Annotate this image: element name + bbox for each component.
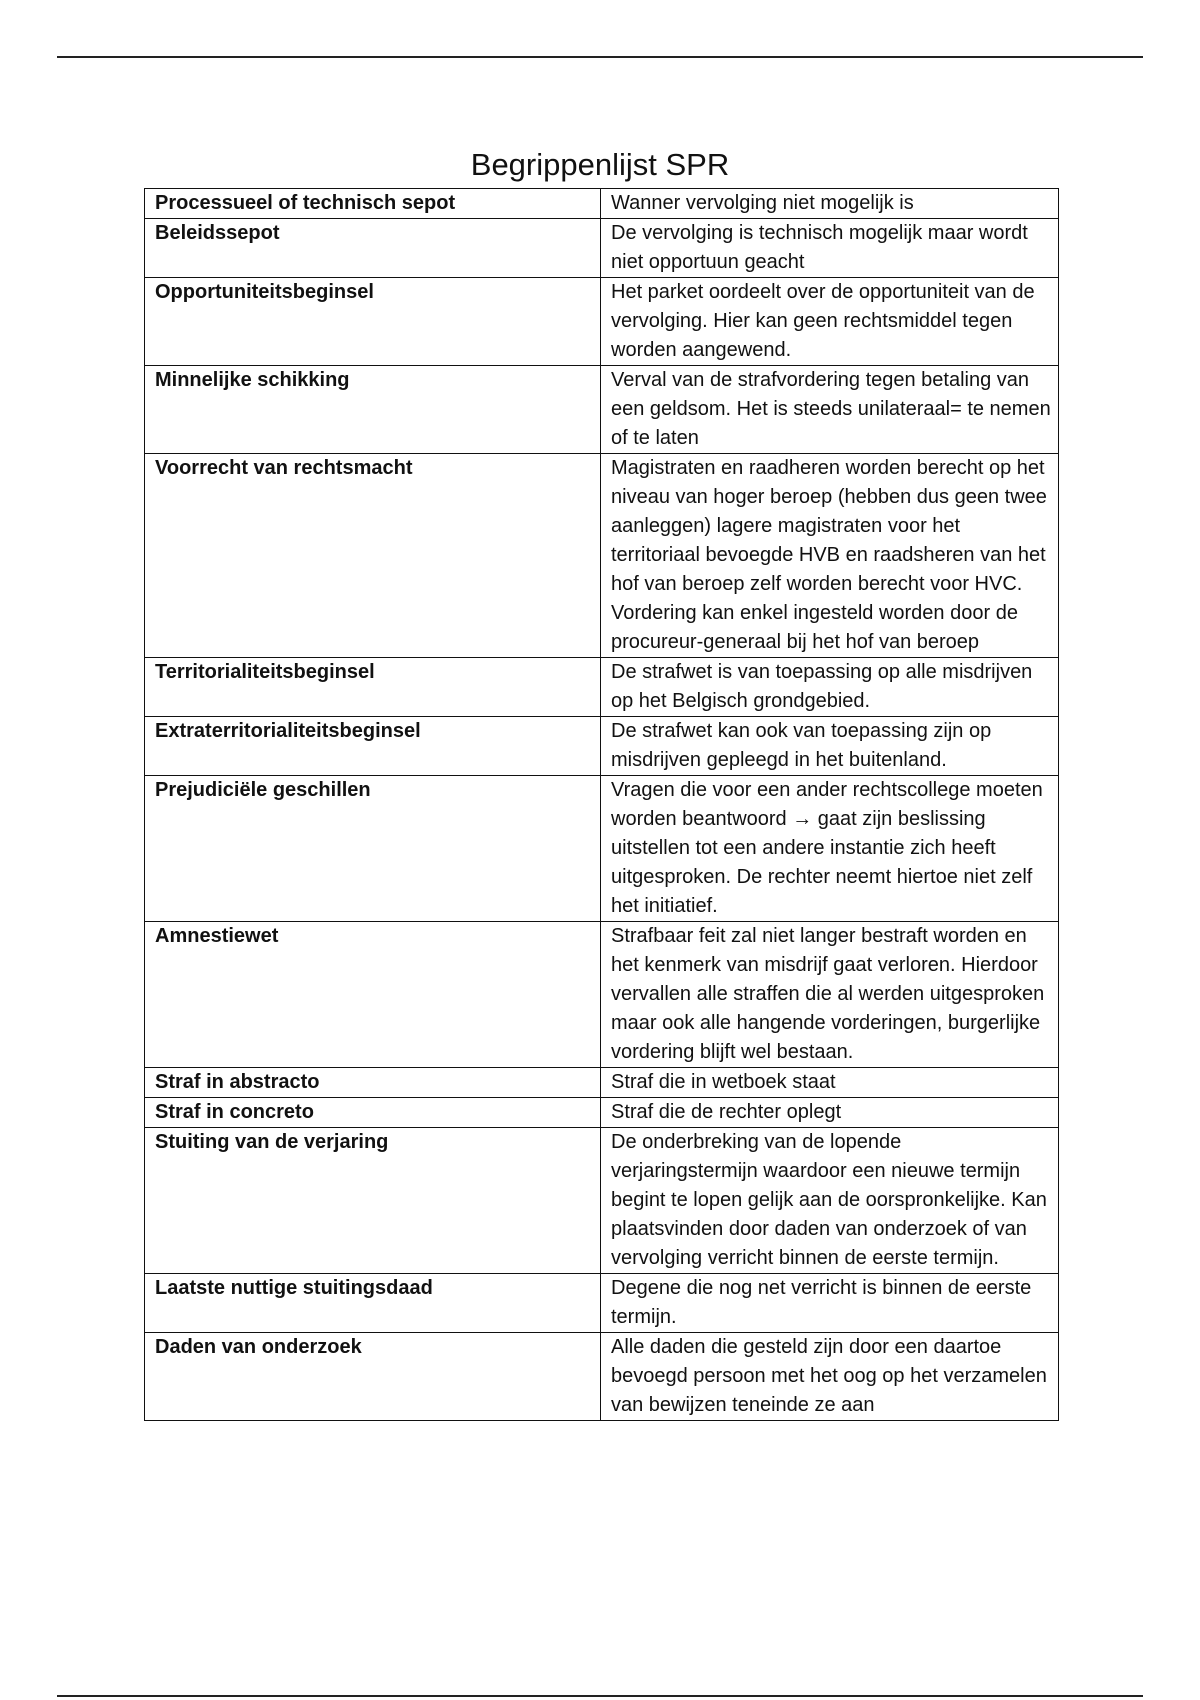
glossary-term: Prejudiciële geschillen — [145, 776, 601, 922]
glossary-term: Straf in abstracto — [145, 1068, 601, 1098]
table-row — [145, 454, 1059, 658]
table-row — [145, 1098, 1059, 1128]
table-row — [145, 1333, 1059, 1421]
glossary-term: Beleidssepot — [145, 219, 601, 278]
glossary-term: Stuiting van de verjaring — [145, 1128, 601, 1274]
table-row — [145, 1068, 1059, 1098]
document-title: Begrippenlijst SPR — [470, 147, 730, 182]
glossary-definition: Straf die de rechter oplegt — [601, 1098, 1059, 1128]
table-row — [145, 922, 1059, 1068]
glossary-term: Daden van onderzoek — [145, 1333, 601, 1421]
glossary-definition: De strafwet kan ook van toepassing zijn op misdrijven gepleegd in het buitenland. — [601, 717, 1059, 776]
glossary-term: Minnelijke schikking — [145, 366, 601, 454]
glossary-term: Straf in concreto — [145, 1098, 601, 1128]
table-row — [145, 1128, 1059, 1274]
glossary-term: Amnestiewet — [145, 922, 601, 1068]
table-row — [145, 776, 1059, 922]
glossary-definition: Strafbaar feit zal niet langer bestraft worden en het kenmerk van misdrijf gaat verloren. Hierdoor vervallen alle straffen die al werden uitgesproken maar ook alle hangende vorderingen, burgerlijke vordering blijft wel bestaan. — [601, 922, 1059, 1068]
glossary-term: Extraterritorialiteitsbeginsel — [145, 717, 601, 776]
bottom-rule — [57, 1695, 1143, 1697]
table-row — [145, 366, 1059, 454]
table-row — [145, 219, 1059, 278]
glossary-term: Opportuniteitsbeginsel — [145, 278, 601, 366]
glossary-term: Laatste nuttige stuitingsdaad — [145, 1274, 601, 1333]
table-row — [145, 717, 1059, 776]
glossary-definition: Straf die in wetboek staat — [601, 1068, 1059, 1098]
glossary-definition: Alle daden die gesteld zijn door een daartoe bevoegd persoon met het oog op het verzamelen van bewijzen teneinde ze aan — [601, 1333, 1059, 1421]
glossary-term: Territorialiteitsbeginsel — [145, 658, 601, 717]
glossary-term: Voorrecht van rechtsmacht — [145, 454, 601, 658]
table-row — [145, 1274, 1059, 1333]
glossary-definition: De strafwet is van toepassing op alle misdrijven op het Belgisch grondgebied. — [601, 658, 1059, 717]
top-rule — [57, 56, 1143, 58]
glossary-definition: Verval van de strafvordering tegen betaling van een geldsom. Het is steeds unilateraal= te nemen of te laten — [601, 366, 1059, 454]
glossary-definition: Wanner vervolging niet mogelijk is — [601, 189, 1059, 219]
glossary-term: Processueel of technisch sepot — [145, 189, 601, 219]
glossary-definition: Magistraten en raadheren worden berecht op het niveau van hoger beroep (hebben dus geen twee aanleggen) lagere magistraten voor het territoriaal bevoegde HVB en raadsheren van het hof van beroep zelf worden berecht voor HVC. Vordering kan enkel ingesteld worden door de procureur-generaal bij het hof van beroep — [601, 454, 1059, 658]
table-row — [145, 278, 1059, 366]
table-row — [145, 658, 1059, 717]
glossary-table — [144, 188, 1059, 1421]
glossary-definition: Vragen die voor een ander rechtscollege moeten worden beantwoord → gaat zijn beslissing uitstellen tot een andere instantie zich heeft uitgesproken. De rechter neemt hiertoe niet zelf het initiatief. — [601, 776, 1059, 922]
glossary-definition: De vervolging is technisch mogelijk maar wordt niet opportuun geacht — [601, 219, 1059, 278]
table-row — [145, 189, 1059, 219]
glossary-definition: Het parket oordeelt over de opportuniteit van de vervolging. Hier kan geen rechtsmiddel tegen worden aangewend. — [601, 278, 1059, 366]
glossary-definition: Degene die nog net verricht is binnen de eerste termijn. — [601, 1274, 1059, 1333]
glossary-definition: De onderbreking van de lopende verjaringstermijn waardoor een nieuwe termijn begint te lopen gelijk aan de oorspronkelijke. Kan plaatsvinden door daden van onderzoek of van vervolging verricht binnen de eerste termijn. — [601, 1128, 1059, 1274]
